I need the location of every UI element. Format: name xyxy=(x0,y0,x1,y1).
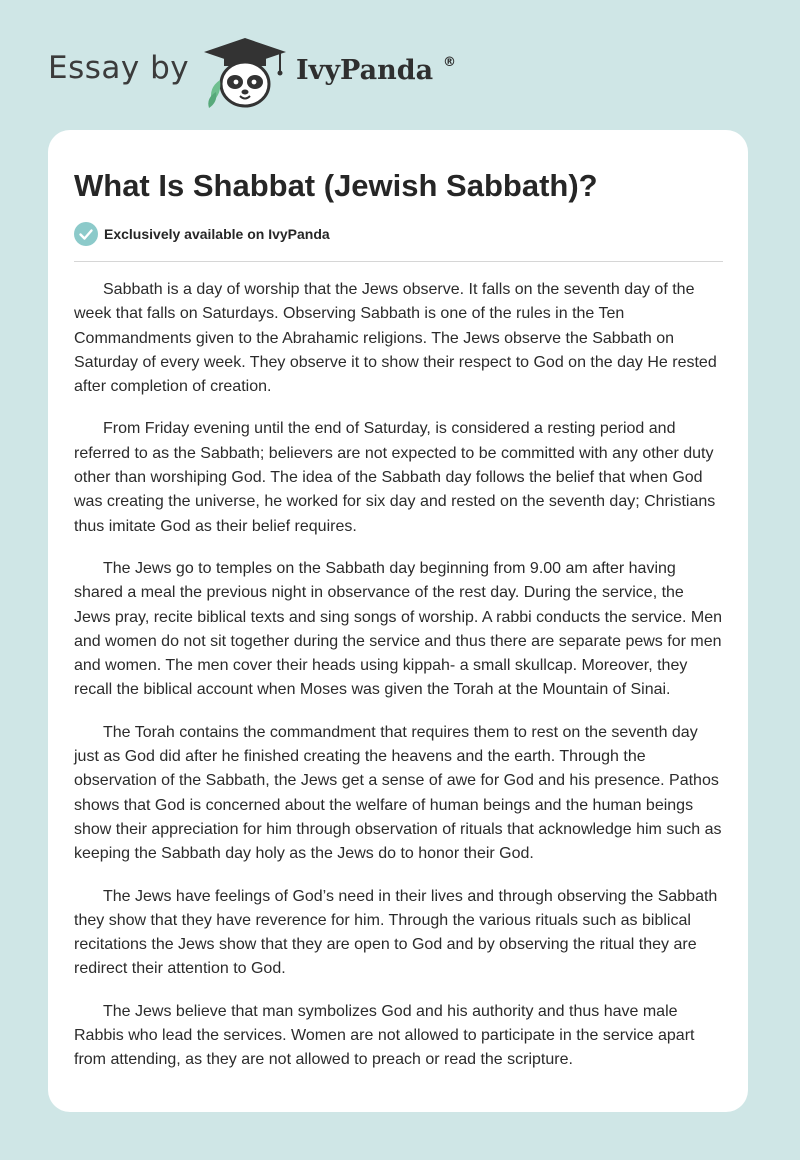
site-header xyxy=(0,0,800,130)
essay-body xyxy=(74,278,724,1091)
brand-name[interactable]: IvyPanda xyxy=(296,55,434,86)
paragraph: Sabbath is a day of worship that the Jews observe. It falls on the seventh day of the week that falls on Saturdays. Observing Sabbath is one of the rules in the Ten Commandments given to the Abrahamic religions. The Jews observe the Sabbath on Saturday of every week. They observe it to show their respect to God on the day He rested after completion of creation. xyxy=(74,281,717,396)
paragraph: The Torah contains the commandment that requires them to rest on the seventh day just as God did after he finished creating the heavens and the earth. Through the observation of the Sabbath, the Jews get a sense of awe for God and his presence. Pathos shows that God is concerned about the welfare of human beings and the human beings show their appreciation for him through observation of rituals that acknowledge him such as keeping the Sabbath day holy as the Jews do to honor their God. xyxy=(74,723,722,863)
registered-mark: ® xyxy=(443,55,456,70)
essay-card xyxy=(48,130,748,1112)
exclusive-badge xyxy=(74,222,330,246)
paragraph: The Jews believe that man symbolizes God and his authority and thus have male Rabbis who lead the services. Women are not allowed to participate in the service apart from attending, as they are not allowed to preach or read the scripture. xyxy=(74,1002,695,1069)
essay-by-label: Essay by xyxy=(48,50,190,86)
page-title: What Is Shabbat (Jewish Sabbath)? xyxy=(74,168,598,203)
paragraph: The Jews have feelings of God’s need in their lives and through observing the Sabbath they show that they have reverence for him. Through the various rituals such as biblical recitations the Jews show that they are open to God and by observing the ritual they are redirect their attention to God. xyxy=(74,887,718,978)
paragraph: The Jews go to temples on the Sabbath day beginning from 9.00 am after having shared a meal the previous night in observance of the rest day. During the service, the Jews pray, recite biblical texts and sing songs of worship. A rabbi conducts the service. Men and women do not sit together during the service and thus there are separate pews for men and women. The men cover their heads using kippah- a small skullcap. Moreover, they recall the biblical account when Moses was given the Torah at the Mountain of Sinai. xyxy=(74,559,723,699)
badge-label: Exclusively available on IvyPanda xyxy=(104,226,330,242)
panda-graduate-icon[interactable] xyxy=(200,36,290,110)
paragraph: From Friday evening until the end of Saturday, is considered a resting period and referred to as the Sabbath; believers are not expected to be committed with any other duty other than worshiping God. The idea of the Sabbath day follows the belief that when God was creating the universe, he worked for six day and rested on the seventh day; Christians thus imitate God as their belief requires. xyxy=(74,420,716,535)
divider xyxy=(74,261,723,262)
check-circle-icon xyxy=(74,222,98,246)
